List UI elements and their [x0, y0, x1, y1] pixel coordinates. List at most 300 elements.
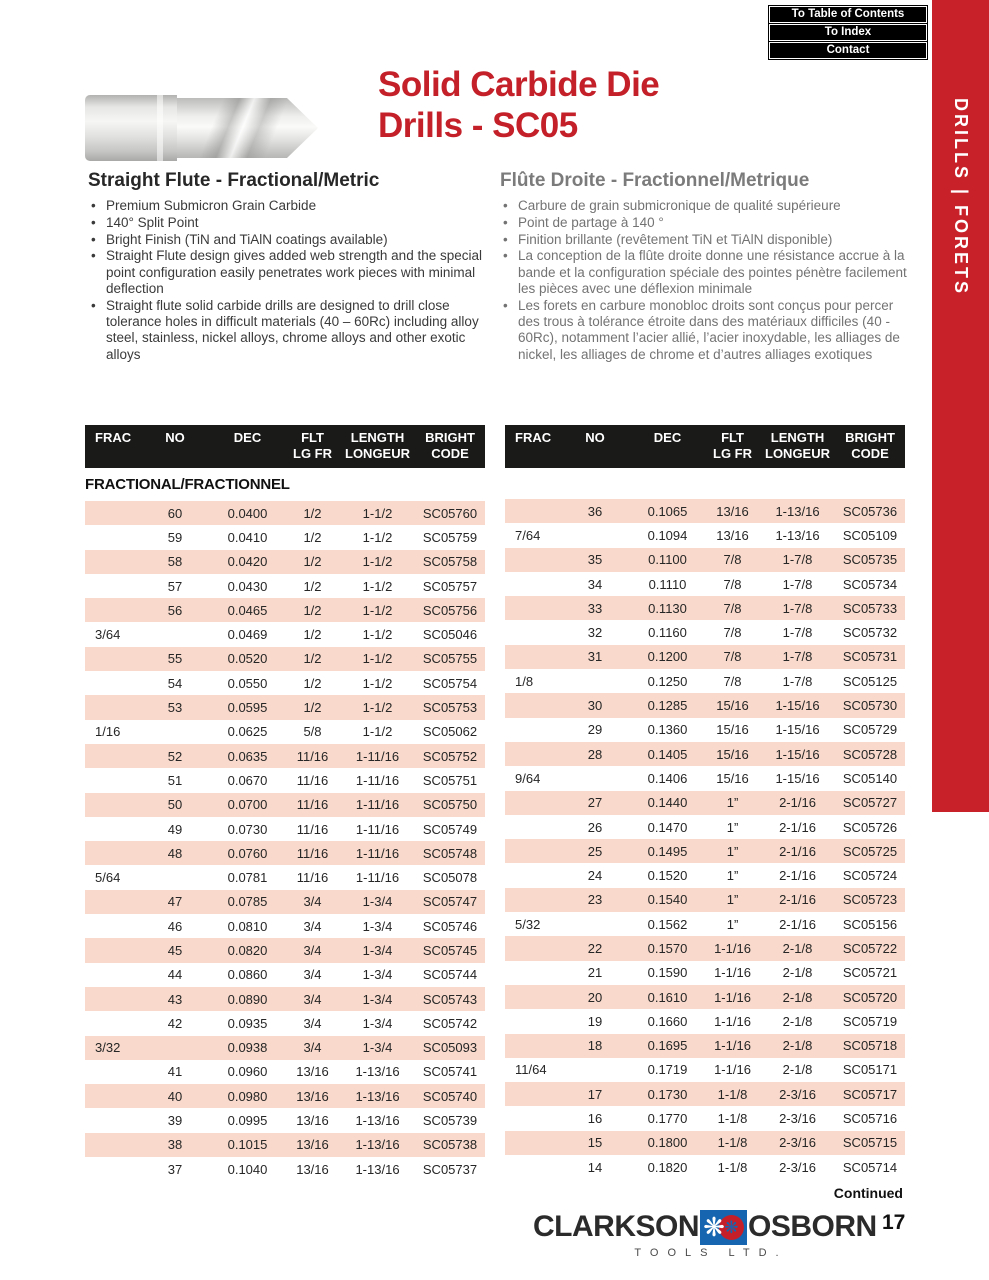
cell-flt: 3/4	[303, 894, 322, 910]
cell-no: 39	[167, 1113, 183, 1129]
cell-code: SC05752	[422, 748, 478, 764]
cell-dec: 0.1405	[647, 746, 688, 762]
table-row	[85, 1133, 485, 1157]
cell-dec: 0.1160	[648, 625, 687, 641]
cell-len: 2-1/16	[779, 916, 816, 932]
cell-len: 1-1/2	[362, 578, 393, 594]
cell-no: 60	[167, 505, 183, 521]
nav-buttons	[768, 5, 928, 60]
cell-len: 1-13/16	[355, 1064, 400, 1080]
table-row	[505, 596, 905, 620]
cell-code: SC05759	[422, 529, 478, 545]
cell-code: SC05747	[422, 894, 478, 910]
cell-len: 1-1/2	[362, 627, 393, 643]
cell-len: 2-3/16	[779, 1086, 816, 1102]
cell-flt: 3/4	[303, 1015, 322, 1031]
cell-len: 1-3/4	[362, 1015, 393, 1031]
cell-flt: 13/16	[296, 1064, 329, 1080]
table-row	[85, 598, 485, 622]
cell-len: 1-1/2	[362, 554, 393, 570]
cell-len: 1-15/16	[775, 746, 820, 762]
cell-flt: 1/2	[303, 675, 322, 691]
cell-len: 1-13/16	[355, 1161, 400, 1177]
cell-dec: 0.1770	[647, 1111, 688, 1127]
page-number: 17	[882, 1211, 906, 1234]
table-row	[85, 671, 485, 695]
cell-dec: 0.0420	[227, 554, 268, 570]
cell-dec: 0.1015	[227, 1137, 268, 1153]
cell-no: 29	[587, 722, 603, 738]
bullet-item: • Point de partage à 140 °	[500, 215, 912, 231]
cell-code: SC05125	[842, 673, 898, 689]
table-row	[505, 912, 905, 936]
cell-code: SC05753	[422, 700, 478, 716]
cell-no: 52	[167, 748, 183, 764]
cell-len: 2-3/16	[779, 1159, 816, 1175]
cell-no: 42	[167, 1015, 183, 1031]
cell-dec: 0.1040	[227, 1161, 268, 1177]
table-header	[505, 425, 905, 468]
table-row	[85, 525, 485, 549]
cell-len: 1-3/4	[362, 918, 393, 934]
cell-len: 2-1/8	[782, 1038, 813, 1054]
pinwheel-logo-icon	[700, 1210, 747, 1245]
table-row	[85, 987, 485, 1011]
table-row	[85, 890, 485, 914]
cell-dec: 0.0700	[227, 797, 268, 813]
table-row	[505, 669, 905, 693]
cell-frac: 1/8	[515, 673, 534, 689]
cell-code: SC05726	[842, 819, 898, 835]
cell-frac: 3/32	[95, 1040, 121, 1056]
cell-len: 1-13/16	[355, 1137, 400, 1153]
feature-list-english	[88, 198, 500, 363]
cell-no: 58	[167, 554, 183, 570]
cell-code: SC05714	[842, 1159, 898, 1175]
header-frac: FRAC	[95, 430, 132, 445]
table-row	[505, 863, 905, 887]
cell-len: 2-1/16	[779, 795, 816, 811]
table-header	[85, 425, 485, 468]
cell-no: 15	[587, 1135, 603, 1151]
cell-len: 1-7/8	[782, 625, 813, 641]
cell-flt: 1/2	[303, 651, 322, 667]
cell-no: 45	[167, 942, 183, 958]
cell-len: 2-3/16	[779, 1135, 816, 1151]
table-row	[505, 815, 905, 839]
cell-flt: 7/8	[723, 673, 742, 689]
cell-flt: 11/16	[296, 748, 329, 764]
cell-flt: 13/16	[716, 503, 749, 519]
cell-len: 1-7/8	[782, 576, 813, 592]
bullet-item: • 140° Split Point	[88, 215, 500, 231]
cell-no: 51	[167, 772, 183, 788]
cell-code: SC05732	[842, 625, 898, 641]
cell-flt: 1-1/8	[717, 1111, 748, 1127]
cell-len: 2-1/8	[782, 989, 813, 1005]
table-row	[505, 936, 905, 960]
table-row	[505, 1131, 905, 1155]
cell-dec: 0.1610	[647, 989, 688, 1005]
cell-dec: 0.0760	[227, 845, 268, 861]
cell-code: SC05758	[422, 554, 478, 570]
cell-flt: 1”	[726, 868, 739, 884]
cell-flt: 11/16	[296, 797, 329, 813]
table-row	[505, 791, 905, 815]
cell-len: 1-7/8	[782, 649, 813, 665]
cell-flt: 1-1/8	[717, 1159, 748, 1175]
cell-dec: 0.0960	[227, 1064, 268, 1080]
cell-code: SC05140	[842, 770, 898, 786]
cell-dec: 0.1470	[647, 819, 688, 835]
header-bright: BRIGHT CODE	[425, 430, 475, 461]
table-row	[85, 1108, 485, 1132]
cell-code: SC05722	[842, 940, 898, 956]
bullet-item: • La conception de la flûte droite donne une résistance accrue à la bande et la configuration spéciale des pointes pénètre facilement les pièces avec une déflexion minimale	[500, 248, 912, 297]
cell-dec: 0.0469	[227, 627, 268, 643]
cell-code: SC05757	[422, 578, 478, 594]
cell-code: SC05734	[842, 576, 898, 592]
cell-code: SC05755	[422, 651, 478, 667]
cell-len: 1-13/16	[355, 1113, 400, 1129]
cell-flt: 3/4	[303, 942, 322, 958]
nav-button-to-index[interactable]: To Index	[769, 24, 927, 41]
cell-code: SC05062	[422, 724, 478, 740]
cell-len: 1-13/16	[355, 1088, 400, 1104]
cell-dec: 0.1094	[647, 527, 688, 543]
cell-flt: 15/16	[716, 770, 749, 786]
table-row	[85, 647, 485, 671]
page-title-line1: Solid Carbide Die	[378, 65, 660, 104]
bullet-item: • Bright Finish (TiN and TiAlN coatings available)	[88, 232, 500, 248]
table-row	[505, 888, 905, 912]
brand-subtitle: TOOLS LTD.	[634, 1247, 788, 1259]
cell-code: SC05046	[422, 627, 478, 643]
table-row	[85, 793, 485, 817]
nav-button-contact[interactable]: Contact	[769, 42, 927, 59]
cell-dec: 0.0400	[227, 505, 268, 521]
cell-len: 2-1/8	[782, 1062, 813, 1078]
cell-flt: 1/2	[303, 529, 322, 545]
cell-flt: 11/16	[296, 870, 329, 886]
table-row	[85, 720, 485, 744]
cell-flt: 1/2	[303, 627, 322, 643]
cell-flt: 1-1/16	[714, 1038, 751, 1054]
table-row	[85, 1157, 485, 1181]
header-length: LENGTH LONGEUR	[345, 430, 410, 461]
cell-code: SC05717	[842, 1086, 898, 1102]
cell-dec: 0.1110	[648, 576, 687, 592]
cell-dec: 0.0938	[227, 1040, 268, 1056]
brand-clarkson: CLARKSON	[533, 1210, 699, 1243]
cell-code: SC05728	[842, 746, 898, 762]
cell-dec: 0.1130	[648, 600, 687, 616]
cell-dec: 0.0980	[227, 1088, 268, 1104]
cell-len: 1-1/2	[362, 675, 393, 691]
cell-no: 26	[587, 819, 603, 835]
cell-code: SC05746	[422, 918, 478, 934]
bullet-item: • Carbure de grain submicronique de qualité supérieure	[500, 198, 912, 214]
table-row	[85, 1084, 485, 1108]
footer-logo	[533, 1209, 877, 1245]
header-no: NO	[165, 430, 185, 445]
cell-code: SC05718	[842, 1038, 898, 1054]
cell-len: 1-15/16	[775, 722, 820, 738]
cell-no: 40	[167, 1088, 183, 1104]
cell-code: SC05751	[422, 772, 478, 788]
cell-dec: 0.1730	[647, 1086, 688, 1102]
bullet-item: • Straight Flute design gives added web strength and the special point configuration easily penetrates work pieces with minimal deflection	[88, 248, 500, 297]
table-row	[85, 817, 485, 841]
cell-code: SC05729	[842, 722, 898, 738]
cell-no: 47	[167, 894, 183, 910]
cell-flt: 1”	[726, 795, 739, 811]
cell-len: 1-11/16	[355, 797, 400, 813]
cell-dec: 0.1540	[647, 892, 688, 908]
cell-len: 2-1/8	[782, 940, 813, 956]
cell-code: SC05731	[842, 649, 898, 665]
header-no: NO	[585, 430, 605, 445]
cell-dec: 0.1360	[647, 722, 688, 738]
cell-dec: 0.1065	[647, 503, 688, 519]
cell-len: 1-1/2	[362, 700, 393, 716]
cell-flt: 7/8	[723, 552, 742, 568]
cell-code: SC05093	[422, 1040, 478, 1056]
bullet-item: • Premium Submicron Grain Carbide	[88, 198, 500, 214]
cell-dec: 0.0595	[227, 700, 268, 716]
cell-flt: 1-1/8	[717, 1135, 748, 1151]
table-row	[505, 1155, 905, 1179]
table-row	[85, 768, 485, 792]
cell-no: 22	[587, 940, 603, 956]
cell-dec: 0.1100	[648, 552, 687, 568]
cell-code: SC05754	[422, 675, 478, 691]
cell-no: 18	[587, 1038, 603, 1054]
cell-dec: 0.0890	[227, 991, 268, 1007]
cell-len: 1-15/16	[775, 770, 820, 786]
cell-flt: 3/4	[303, 967, 322, 983]
cell-dec: 0.1406	[647, 770, 688, 786]
heading-french: Flûte Droite - Fractionnel/Metrique	[500, 170, 810, 191]
cell-dec: 0.1562	[647, 916, 688, 932]
pinwheel-swirl-icon: ❋	[719, 1215, 744, 1240]
cell-len: 1-3/4	[362, 967, 393, 983]
table-row	[85, 841, 485, 865]
cell-no: 41	[167, 1064, 183, 1080]
table-row	[85, 1011, 485, 1035]
cell-len: 1-11/16	[355, 870, 400, 886]
cell-len: 1-11/16	[355, 845, 400, 861]
table-row	[85, 914, 485, 938]
cell-no: 32	[587, 625, 603, 641]
cell-code: SC05723	[842, 892, 898, 908]
cell-len: 1-11/16	[355, 772, 400, 788]
spec-table-right	[505, 425, 905, 1179]
cell-dec: 0.1495	[647, 843, 688, 859]
table-row	[505, 985, 905, 1009]
cell-flt: 1”	[726, 916, 739, 932]
cell-flt: 13/16	[716, 527, 749, 543]
cell-len: 1-1/2	[362, 651, 393, 667]
cell-len: 1-1/2	[362, 505, 393, 521]
drill-bit-image	[85, 93, 318, 163]
cell-flt: 11/16	[296, 821, 329, 837]
cell-dec: 0.1570	[647, 940, 688, 956]
table-row	[505, 718, 905, 742]
cell-len: 2-1/16	[779, 843, 816, 859]
cell-flt: 1/2	[303, 700, 322, 716]
page-title	[378, 64, 659, 146]
table-row	[505, 572, 905, 596]
cell-len: 2-1/8	[782, 965, 813, 981]
cell-code: SC05109	[842, 527, 898, 543]
cell-dec: 0.0995	[227, 1113, 268, 1129]
cell-flt: 1/2	[303, 505, 322, 521]
cell-dec: 0.1719	[647, 1062, 688, 1078]
cell-no: 44	[167, 967, 183, 983]
cell-code: SC05760	[422, 505, 478, 521]
bullet-item: • Les forets en carbure monobloc droits sont conçus pour percer des trous à tolérance étroite dans des matériaux difficiles (40 - 60Rc), notamment l’acier allié, l’acier inoxydable, les alliages de nickel, les alliages de chrome et d’autres alliages exotiques	[500, 298, 912, 363]
cell-code: SC05716	[842, 1111, 898, 1127]
cell-no: 19	[587, 1013, 603, 1029]
cell-len: 1-1/2	[362, 529, 393, 545]
cell-no: 37	[167, 1161, 183, 1177]
cell-flt: 1”	[726, 843, 739, 859]
table-row	[85, 963, 485, 987]
page-title-line2: Drills - SC05	[378, 106, 578, 145]
brand-osborn: OSBORN	[748, 1210, 877, 1243]
cell-dec: 0.1440	[647, 795, 688, 811]
cell-len: 1-7/8	[782, 552, 813, 568]
cell-no: 17	[587, 1086, 603, 1102]
drill-flute-graphic	[177, 98, 318, 158]
cell-dec: 0.1800	[647, 1135, 688, 1151]
nav-button-to-table-of-contents[interactable]: To Table of Contents	[769, 6, 927, 23]
feature-list-french	[500, 198, 912, 363]
cell-dec: 0.1520	[647, 868, 688, 884]
cell-len: 1-15/16	[775, 698, 820, 714]
table-body-left	[85, 501, 485, 1181]
cell-no: 46	[167, 918, 183, 934]
cell-len: 1-7/8	[782, 600, 813, 616]
cell-code: SC05742	[422, 1015, 478, 1031]
cell-flt: 1-1/8	[717, 1086, 748, 1102]
cell-code: SC05748	[422, 845, 478, 861]
cell-dec: 0.0625	[227, 724, 268, 740]
cell-no: 56	[167, 602, 183, 618]
header-flt: FLT LG FR	[713, 430, 752, 461]
cell-len: 1-7/8	[782, 673, 813, 689]
cell-len: 1-3/4	[362, 991, 393, 1007]
cell-code: SC05756	[422, 602, 478, 618]
cell-flt: 7/8	[723, 576, 742, 592]
table-section-label: FRACTIONAL/FRACTIONNEL	[85, 476, 290, 493]
table-row	[505, 839, 905, 863]
cell-code: SC05745	[422, 942, 478, 958]
cell-no: 14	[587, 1159, 603, 1175]
cell-len: 2-1/8	[782, 1013, 813, 1029]
table-row	[505, 1082, 905, 1106]
cell-dec: 0.0430	[227, 578, 268, 594]
heading-english: Straight Flute - Fractional/Metric	[88, 170, 380, 191]
cell-len: 1-11/16	[355, 748, 400, 764]
table-row	[505, 1058, 905, 1082]
header-dec: DEC	[653, 430, 682, 445]
cell-dec: 0.1285	[647, 698, 688, 714]
header-flt: FLT LG FR	[293, 430, 332, 461]
cell-flt: 7/8	[723, 649, 742, 665]
cell-no: 57	[167, 578, 183, 594]
cell-code: SC05743	[422, 991, 478, 1007]
cell-flt: 1/2	[303, 578, 322, 594]
cell-flt: 1-1/16	[714, 965, 751, 981]
table-row	[505, 693, 905, 717]
cell-code: SC05156	[842, 916, 898, 932]
bullet-item: • Finition brillante (revêtement TiN et TiAlN disponible)	[500, 232, 912, 248]
table-row	[85, 695, 485, 719]
table-row	[505, 742, 905, 766]
cell-len: 1-3/4	[362, 894, 393, 910]
cell-no: 16	[587, 1111, 603, 1127]
table-body-right	[505, 499, 905, 1179]
side-tab-label: DRILLS | FORETS	[951, 98, 971, 297]
cell-frac: 7/64	[515, 527, 541, 543]
cell-no: 30	[587, 698, 603, 714]
cell-flt: 5/8	[303, 724, 322, 740]
pinwheel-swirl-icon: ❋	[703, 1212, 725, 1242]
cell-code: SC05733	[842, 600, 898, 616]
cell-flt: 3/4	[303, 918, 322, 934]
table-spacer	[505, 468, 905, 499]
cell-code: SC05738	[422, 1137, 478, 1153]
cell-code: SC05749	[422, 821, 478, 837]
cell-dec: 0.0810	[227, 918, 268, 934]
cell-dec: 0.1250	[647, 673, 688, 689]
cell-flt: 13/16	[296, 1088, 329, 1104]
cell-code: SC05737	[422, 1161, 478, 1177]
cell-dec: 0.0465	[227, 602, 268, 618]
cell-len: 1-3/4	[362, 942, 393, 958]
table-row	[505, 961, 905, 985]
cell-code: SC05719	[842, 1013, 898, 1029]
cell-len: 2-1/16	[779, 868, 816, 884]
cell-flt: 7/8	[723, 600, 742, 616]
cell-no: 50	[167, 797, 183, 813]
cell-flt: 15/16	[716, 698, 749, 714]
cell-frac: 3/64	[95, 627, 121, 643]
cell-code: SC05078	[422, 870, 478, 886]
table-row	[85, 550, 485, 574]
table-row	[505, 645, 905, 669]
spec-table-left	[85, 425, 485, 1181]
cell-no: 38	[167, 1137, 183, 1153]
continued-note: Continued	[833, 1185, 903, 1201]
cell-flt: 15/16	[716, 746, 749, 762]
cell-dec: 0.1820	[647, 1159, 688, 1175]
cell-code: SC05715	[842, 1135, 898, 1151]
cell-dec: 0.0785	[227, 894, 268, 910]
cell-no: 48	[167, 845, 183, 861]
table-row	[505, 499, 905, 523]
cell-len: 2-1/16	[779, 819, 816, 835]
table-row	[505, 1034, 905, 1058]
table-row	[505, 620, 905, 644]
cell-flt: 11/16	[296, 845, 329, 861]
cell-len: 1-13/16	[775, 503, 820, 519]
cell-dec: 0.0670	[227, 772, 268, 788]
cell-dec: 0.1660	[647, 1013, 688, 1029]
table-row	[85, 574, 485, 598]
